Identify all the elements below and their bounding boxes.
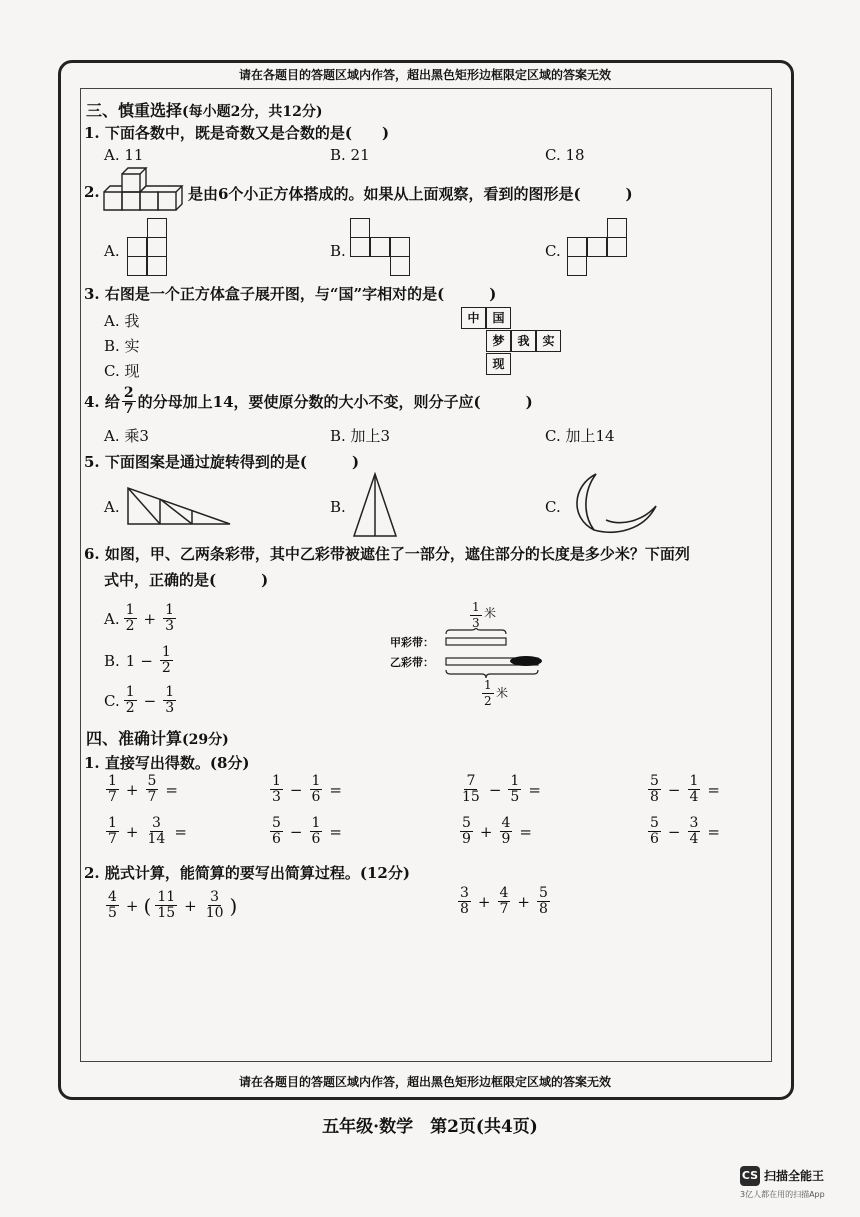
q2-stem: 是由6个小正方体搭成的。如果从上面观察，看到的图形是( ): [188, 185, 633, 203]
q3-option-c[interactable]: C. 现: [104, 362, 140, 380]
q4-stem-post: 的分母加上14，要使原分数的大小不变，则分子应( ): [137, 393, 533, 411]
q6-b-label: B.: [104, 651, 120, 670]
den: 15: [157, 905, 176, 921]
net-cell-meng: 梦: [486, 330, 511, 352]
frac: [508, 774, 521, 805]
q6-option-a[interactable]: [104, 603, 178, 634]
q6-option-b[interactable]: [104, 645, 175, 676]
bottom-fraction: [482, 678, 494, 709]
q4-stem: [84, 386, 533, 417]
num: 5: [650, 815, 659, 831]
frac: [124, 685, 137, 716]
frac: [106, 890, 119, 921]
top-fraction: [470, 600, 482, 631]
den: 7: [108, 831, 117, 847]
den: 8: [650, 789, 659, 805]
den: 3: [472, 616, 480, 630]
op: −: [488, 780, 502, 799]
frac: [310, 774, 323, 805]
num: 3: [689, 815, 699, 831]
q5-triangles-figure: [124, 484, 234, 529]
den: 3: [165, 700, 175, 716]
direct-calc-item: [104, 816, 190, 847]
frac: [124, 603, 137, 634]
frac: [204, 890, 226, 921]
camscanner-tagline: 3亿人都在用的扫描App: [740, 1189, 825, 1199]
den: 2: [125, 618, 135, 634]
q2-cubes-figure: [100, 166, 186, 216]
paren-open: (: [143, 893, 152, 918]
q2-number: 2.: [84, 183, 100, 201]
den: 8: [539, 901, 548, 917]
den: 15: [462, 789, 480, 805]
frac: [460, 816, 473, 847]
num: 1: [472, 600, 480, 614]
num: 1: [165, 602, 175, 618]
q5-option-a[interactable]: A.: [104, 498, 120, 516]
direct-calc-item: [646, 816, 723, 847]
net-cell-shi: 实: [536, 330, 561, 352]
q3-stem: 3. 右图是一个正方体盒子展开图，与“国”字相对的是( ): [84, 285, 497, 303]
den: 2: [484, 694, 492, 708]
camscanner-watermark: [740, 1165, 825, 1200]
den: 4: [689, 789, 699, 805]
q6-c-label: C.: [104, 691, 120, 710]
equals: =: [165, 780, 178, 799]
num: 1: [510, 773, 520, 789]
q4-stem-pre: 4. 给: [84, 393, 120, 411]
q4-fraction-den: 7: [123, 401, 134, 417]
section3-title: [86, 98, 323, 121]
q6-ribbon-figure: [390, 600, 560, 710]
q1-option-a[interactable]: A. 11: [104, 146, 144, 164]
q5-stem: 5. 下面图案是通过旋转得到的是( ): [84, 453, 360, 471]
frac: [163, 685, 176, 716]
q5-option-b[interactable]: B.: [330, 498, 346, 516]
direct-calc-item: [646, 774, 723, 805]
den: 8: [460, 901, 469, 917]
frac: [160, 645, 173, 676]
frac: [458, 886, 471, 917]
equals: =: [707, 822, 720, 841]
q2-option-a[interactable]: A.: [104, 242, 120, 260]
frac: [500, 816, 513, 847]
q1-option-c[interactable]: C. 18: [545, 146, 585, 164]
num: 1: [311, 773, 321, 789]
op: −: [667, 780, 681, 799]
q1-stem: 1. 下面各数中，既是奇数又是合数的是( ): [84, 124, 390, 142]
num: 3: [151, 815, 161, 831]
num: 3: [210, 889, 220, 905]
num: 5: [650, 773, 659, 789]
q5-option-c[interactable]: C.: [545, 498, 561, 516]
q4-fraction-num: 2: [123, 385, 134, 401]
q6-stem-line1: 6. 如图，甲、乙两条彩带，其中乙彩带被遮住了一部分，遮住部分的长度是多少米？下面列: [84, 545, 690, 563]
den: 9: [462, 831, 471, 847]
q5-moon-figure: [566, 470, 662, 536]
yi-label: 乙彩带：: [390, 656, 434, 669]
frac: [648, 816, 661, 847]
whole: 1: [125, 651, 136, 670]
op: −: [289, 822, 303, 841]
direct-calc-item: [458, 816, 535, 847]
frac: [688, 816, 701, 847]
top-unit: 米: [484, 606, 497, 620]
calc-part1-stem: 1. 直接写出得数。(8分): [84, 754, 250, 772]
num: 7: [466, 773, 476, 789]
jia-label: 甲彩带：: [390, 636, 434, 649]
num: 1: [165, 684, 175, 700]
frac: [155, 890, 177, 921]
direct-calc-item: [268, 774, 345, 805]
section4-title-text: 四、准确计算: [86, 729, 183, 748]
bottom-unit: 米: [496, 686, 509, 700]
q4-option-c[interactable]: C. 加上14: [545, 427, 615, 445]
den: 9: [501, 831, 511, 847]
paren-close: ): [229, 893, 238, 918]
net-cell-zhong: 中: [461, 307, 486, 329]
op: +: [143, 609, 157, 628]
num: 1: [689, 773, 699, 789]
section3-title-text: 三、慎重选择: [86, 101, 183, 120]
num: 1: [108, 773, 117, 789]
q1-option-b[interactable]: B. 21: [330, 146, 370, 164]
num: 1: [161, 644, 171, 660]
equals: =: [528, 780, 541, 799]
q2-option-c[interactable]: C.: [545, 242, 561, 260]
q2-option-b[interactable]: B.: [330, 242, 346, 260]
op: −: [140, 651, 153, 670]
equals: =: [174, 822, 187, 841]
frac: [270, 816, 283, 847]
frac: [498, 886, 511, 917]
frac: [270, 774, 283, 805]
direct-calc-item: [104, 774, 181, 805]
footer-notice: 请在各题目的答题区域内作答，超出黑色矩形边框限定区域的答案无效: [238, 1075, 611, 1089]
op: −: [289, 780, 303, 799]
op: −: [143, 691, 157, 710]
den: 7: [147, 789, 157, 805]
q6-stem-line2: 式中，正确的是( ): [104, 571, 269, 589]
calc-expr-1: [104, 890, 237, 921]
den: 6: [311, 831, 321, 847]
num: 4: [108, 889, 117, 905]
op: +: [517, 892, 530, 911]
den: 5: [510, 789, 520, 805]
op: −: [667, 822, 681, 841]
op: +: [479, 822, 493, 841]
num: 1: [108, 815, 117, 831]
frac: [648, 774, 661, 805]
op: +: [477, 892, 491, 911]
q6-option-c[interactable]: [104, 685, 178, 716]
op: +: [125, 780, 139, 799]
q5-arrow-figure: [350, 470, 400, 540]
frac: [310, 816, 323, 847]
num: 3: [460, 885, 469, 901]
den: 6: [311, 789, 321, 805]
num: 5: [147, 773, 157, 789]
frac: [106, 816, 119, 847]
den: 2: [125, 700, 135, 716]
num: 1: [311, 815, 321, 831]
frac: [460, 774, 482, 805]
frac: [537, 886, 550, 917]
header-notice: 请在各题目的答题区域内作答，超出黑色矩形边框限定区域的答案无效: [238, 68, 611, 82]
q4-option-a[interactable]: A. 乘3: [104, 427, 149, 445]
num: 4: [499, 885, 509, 901]
num: 5: [272, 815, 281, 831]
op: +: [184, 896, 197, 915]
equals: =: [707, 780, 720, 799]
camscanner-name: 扫描全能王: [764, 1169, 825, 1183]
direct-calc-item: [268, 816, 345, 847]
den: 6: [650, 831, 659, 847]
equals: =: [329, 780, 342, 799]
num: 1: [484, 678, 492, 692]
equals: =: [329, 822, 342, 841]
den: 2: [161, 660, 171, 676]
net-cell-xian: 现: [486, 353, 511, 375]
den: 6: [272, 831, 281, 847]
num: 11: [157, 889, 176, 905]
den: 3: [272, 789, 281, 805]
frac: [146, 816, 168, 847]
frac: [146, 774, 159, 805]
equals: =: [519, 822, 532, 841]
direct-calc-item: [458, 774, 544, 805]
q4-option-b[interactable]: B. 加上3: [330, 427, 391, 445]
den: 7: [108, 789, 117, 805]
frac: [688, 774, 701, 805]
calc-part2-stem: 2. 脱式计算，能简算的要写出简算过程。(12分): [84, 864, 410, 882]
page-footer: 五年级·数学 第2页(共4页): [322, 1117, 538, 1137]
frac: [163, 603, 176, 634]
den: 10: [205, 905, 224, 921]
net-cell-wo: 我: [511, 330, 536, 352]
den: 7: [499, 901, 509, 917]
frac: [106, 774, 119, 805]
den: 4: [689, 831, 699, 847]
q6-a-label: A.: [104, 609, 120, 628]
section3-score: (每小题2分，共12分): [182, 104, 323, 120]
section4-title: [86, 726, 229, 749]
net-cell-guo: 国: [486, 307, 511, 329]
calc-expr-2: [456, 886, 552, 917]
num: 5: [462, 815, 471, 831]
num: 1: [272, 773, 281, 789]
num: 5: [539, 885, 548, 901]
op: +: [125, 822, 139, 841]
op: +: [125, 896, 139, 915]
num: 4: [501, 815, 511, 831]
q3-option-b[interactable]: B. 实: [104, 337, 140, 355]
section4-score: (29分): [182, 732, 229, 748]
num: 1: [125, 684, 135, 700]
num: 1: [125, 602, 135, 618]
den: 3: [165, 618, 175, 634]
camscanner-logo-icon: CS: [740, 1166, 760, 1186]
q4-fraction: [122, 386, 136, 417]
den: 14: [147, 831, 166, 847]
q3-option-a[interactable]: A. 我: [104, 312, 140, 330]
den: 5: [108, 905, 117, 921]
